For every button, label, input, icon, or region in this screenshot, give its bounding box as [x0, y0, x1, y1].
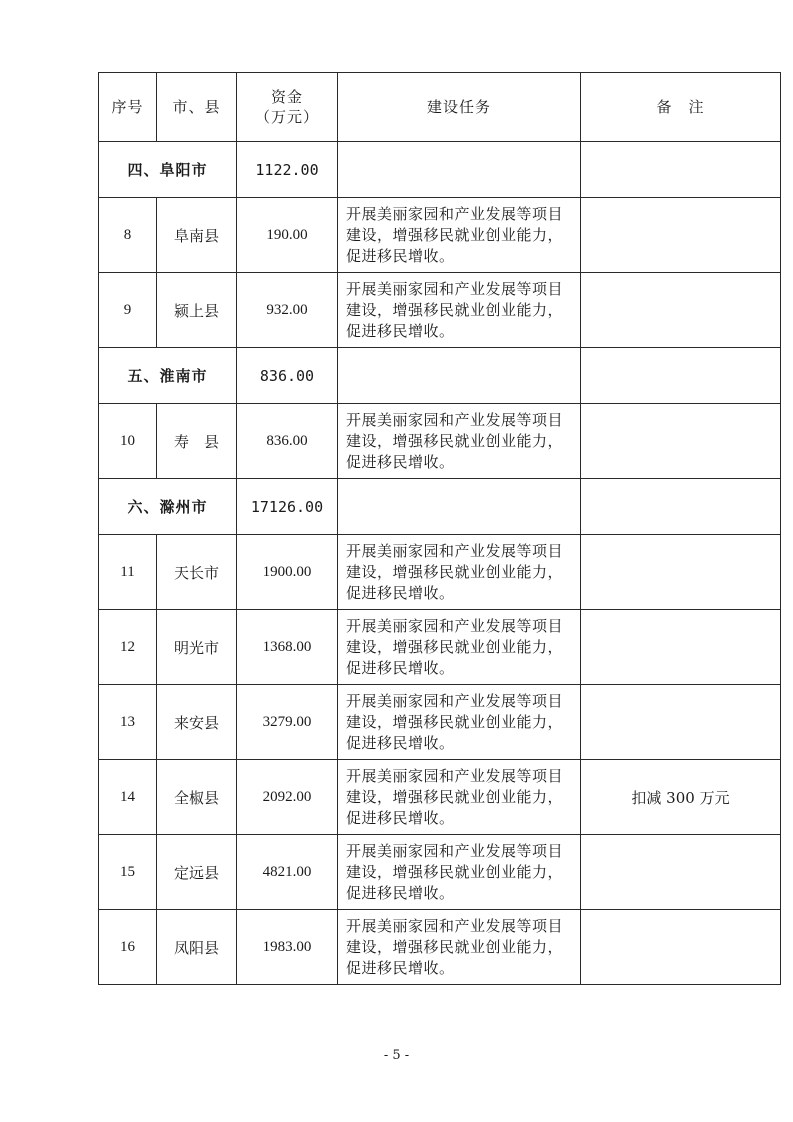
table-row [99, 535, 781, 610]
row-county: 寿 县 [157, 404, 237, 479]
group-note [581, 479, 781, 535]
task-line: 开展美丽家园和产业发展等项目 [346, 410, 564, 429]
row-note [581, 910, 781, 985]
row-fund: 1368.00 [237, 610, 338, 685]
group-note [581, 142, 781, 198]
table-row [99, 835, 781, 910]
table-row [99, 610, 781, 685]
header-fund-line2: （万元） [254, 108, 319, 126]
row-seq: 12 [99, 610, 157, 685]
task-line: 开展美丽家园和产业发展等项目 [346, 691, 564, 710]
task-line: 开展美丽家园和产业发展等项目 [346, 616, 564, 635]
row-note: 扣减 300 万元 [581, 760, 781, 835]
group-fund: 836.00 [237, 348, 338, 404]
task-line: 建设，增强移民就业创业能力， [346, 431, 564, 450]
task-line: 建设，增强移民就业创业能力， [346, 637, 564, 656]
row-fund: 836.00 [237, 404, 338, 479]
row-note [581, 685, 781, 760]
task-line: 促进移民增收。 [346, 883, 455, 902]
row-seq: 10 [99, 404, 157, 479]
row-county: 阜南县 [157, 198, 237, 273]
row-fund: 2092.00 [237, 760, 338, 835]
row-note [581, 198, 781, 273]
row-task [338, 910, 581, 985]
row-seq: 16 [99, 910, 157, 985]
header-fund-line1: 资金 [270, 88, 303, 106]
task-line: 促进移民增收。 [346, 321, 455, 340]
group-name: 五、淮南市 [99, 348, 237, 404]
table-body [99, 73, 781, 985]
row-seq: 14 [99, 760, 157, 835]
row-note [581, 404, 781, 479]
group-task [338, 479, 581, 535]
row-county: 天长市 [157, 535, 237, 610]
table-row [99, 273, 781, 348]
group-name: 四、阜阳市 [99, 142, 237, 198]
row-seq: 15 [99, 835, 157, 910]
row-fund: 190.00 [237, 198, 338, 273]
row-note [581, 610, 781, 685]
group-fund: 17126.00 [237, 479, 338, 535]
group-task [338, 142, 581, 198]
page-number: - 5 - [383, 1048, 410, 1063]
header-city: 市、县 [157, 73, 237, 142]
row-task [338, 535, 581, 610]
task-line: 建设，增强移民就业创业能力， [346, 862, 564, 881]
task-line: 促进移民增收。 [346, 246, 455, 265]
group-row [99, 479, 781, 535]
row-fund: 3279.00 [237, 685, 338, 760]
row-task [338, 610, 581, 685]
group-task [338, 348, 581, 404]
task-line: 促进移民增收。 [346, 958, 455, 977]
row-seq: 13 [99, 685, 157, 760]
task-line: 开展美丽家园和产业发展等项目 [346, 766, 564, 785]
task-line: 建设，增强移民就业创业能力， [346, 562, 564, 581]
row-seq: 8 [99, 198, 157, 273]
row-task [338, 685, 581, 760]
task-line: 建设，增强移民就业创业能力， [346, 787, 564, 806]
task-line: 促进移民增收。 [346, 808, 455, 827]
table-row [99, 404, 781, 479]
task-line: 建设，增强移民就业创业能力， [346, 225, 564, 244]
row-county: 来安县 [157, 685, 237, 760]
row-task [338, 760, 581, 835]
row-county: 全椒县 [157, 760, 237, 835]
task-line: 促进移民增收。 [346, 452, 455, 471]
task-line: 开展美丽家园和产业发展等项目 [346, 279, 564, 298]
group-row [99, 348, 781, 404]
header-fund [237, 73, 338, 142]
row-note [581, 835, 781, 910]
header-note: 备 注 [581, 73, 781, 142]
task-line: 促进移民增收。 [346, 733, 455, 752]
task-line: 促进移民增收。 [346, 583, 455, 602]
row-seq: 11 [99, 535, 157, 610]
row-county: 颍上县 [157, 273, 237, 348]
table-row [99, 760, 781, 835]
task-line: 建设，增强移民就业创业能力， [346, 300, 564, 319]
row-county: 定远县 [157, 835, 237, 910]
row-task [338, 198, 581, 273]
row-fund: 1900.00 [237, 535, 338, 610]
group-row [99, 142, 781, 198]
table-header-row [99, 73, 781, 142]
row-fund: 4821.00 [237, 835, 338, 910]
group-name: 六、滁州市 [99, 479, 237, 535]
task-line: 开展美丽家园和产业发展等项目 [346, 541, 564, 560]
task-line: 建设，增强移民就业创业能力， [346, 712, 564, 731]
row-note [581, 535, 781, 610]
row-note [581, 273, 781, 348]
row-county: 凤阳县 [157, 910, 237, 985]
row-county: 明光市 [157, 610, 237, 685]
row-task [338, 835, 581, 910]
table-row [99, 910, 781, 985]
header-seq: 序号 [99, 73, 157, 142]
table-row [99, 198, 781, 273]
group-note [581, 348, 781, 404]
row-fund: 932.00 [237, 273, 338, 348]
row-seq: 9 [99, 273, 157, 348]
row-task [338, 273, 581, 348]
header-task: 建设任务 [338, 73, 581, 142]
row-task [338, 404, 581, 479]
funding-table [98, 72, 781, 985]
task-line: 开展美丽家园和产业发展等项目 [346, 916, 564, 935]
task-line: 开展美丽家园和产业发展等项目 [346, 841, 564, 860]
group-fund: 1122.00 [237, 142, 338, 198]
row-fund: 1983.00 [237, 910, 338, 985]
task-line: 开展美丽家园和产业发展等项目 [346, 204, 564, 223]
table-row [99, 685, 781, 760]
task-line: 建设，增强移民就业创业能力， [346, 937, 564, 956]
task-line: 促进移民增收。 [346, 658, 455, 677]
